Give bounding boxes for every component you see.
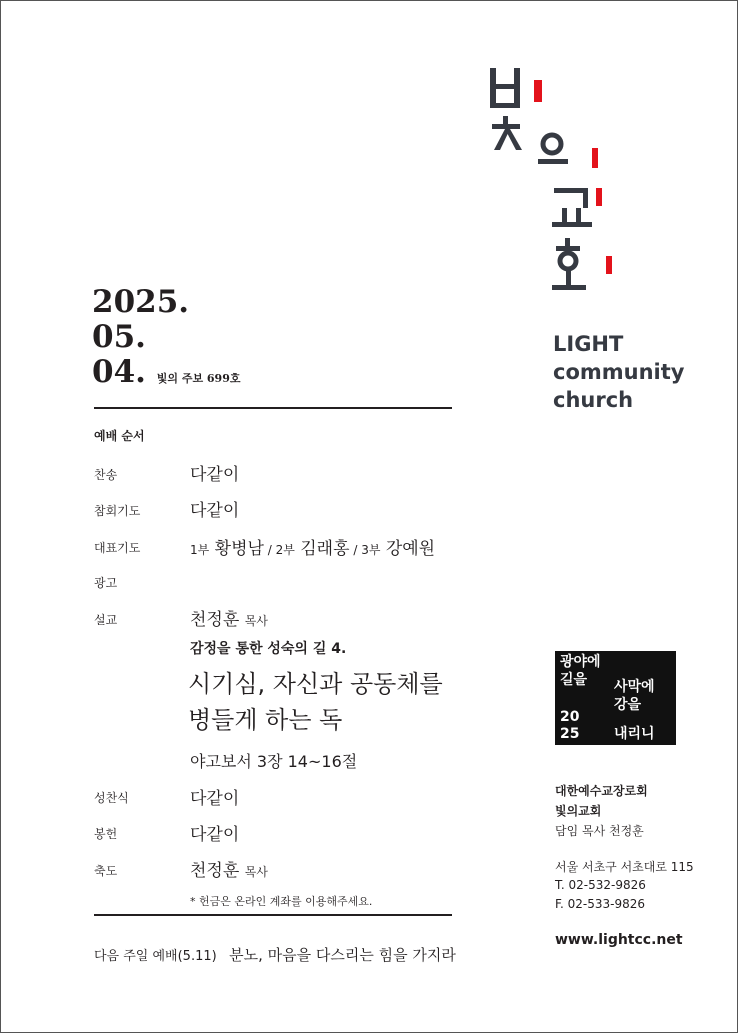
next-week-label: 다음 주일 예배(5.11): [94, 949, 217, 964]
next-week-title: 분노, 마음을 다스리는 힘을 가지라: [229, 946, 456, 964]
prayer-value: 1부 황병남 / 2부 김래홍 / 3부 강예원: [190, 539, 436, 559]
date-year: 2025.: [92, 284, 190, 320]
divider-top: [94, 407, 452, 409]
pastor: 담임 목사 천정훈: [555, 824, 644, 838]
announce-label: 광고: [94, 576, 118, 590]
next-week: [94, 944, 456, 965]
prayer-label: 대표기도: [94, 541, 141, 555]
sermon-title-line2: 병들게 하는 독: [188, 706, 343, 734]
year-theme-badge: 광야에 길을 사막에 강을 20 25 내리니: [555, 651, 676, 745]
address: 서울 서초구 서초대로 115: [555, 860, 694, 874]
hymn-value: 다같이: [190, 465, 240, 485]
denomination: 대한예수교장로회: [555, 784, 648, 798]
date-month: 05.: [92, 319, 146, 355]
sermon-scripture: 야고보서 3장 14~16절: [190, 752, 358, 771]
offering-label: 봉헌: [94, 827, 118, 841]
offering-value: 다같이: [190, 825, 240, 845]
communion-label: 성찬식: [94, 791, 129, 805]
benediction-value: 천정훈 목사: [190, 861, 268, 881]
repent-label: 참회기도: [94, 504, 141, 518]
benediction-label: 축도: [94, 864, 118, 878]
hymn-label: 찬송: [94, 468, 118, 482]
divider-bottom: [94, 914, 452, 916]
sermon-label: 설교: [94, 613, 118, 627]
church-name: 빛의교회: [555, 804, 602, 818]
church-logo: [480, 60, 620, 300]
sermon-subtitle: 감정을 통한 성숙의 길 4.: [190, 641, 347, 657]
sermon-title-line1: 시기심, 자신과 공동체를: [188, 670, 443, 698]
offering-note: * 헌금은 온라인 계좌를 이용해주세요.: [190, 895, 373, 908]
website-link[interactable]: www.lightcc.net: [555, 932, 683, 948]
fax: F. 02-533-9826: [555, 897, 645, 911]
church-name-english: LIGHT community church: [553, 332, 685, 412]
date-day: 04. 빛의 주보 699호: [92, 354, 241, 390]
section-title: 예배 순서: [94, 429, 145, 443]
communion-value: 다같이: [190, 789, 240, 809]
phone: T. 02-532-9826: [555, 878, 646, 892]
repent-value: 다같이: [190, 501, 240, 521]
sermon-preacher: 천정훈 목사: [190, 610, 268, 630]
issue-number: 빛의 주보 699호: [156, 372, 241, 385]
